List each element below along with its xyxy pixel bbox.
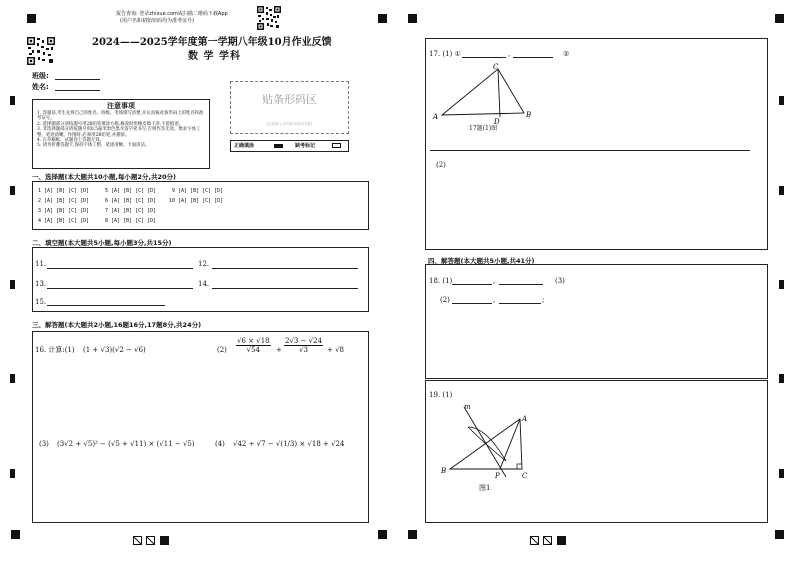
align-mark: [378, 530, 387, 539]
align-mark: [779, 96, 784, 105]
figure-17-caption: 17题(1)图: [469, 125, 498, 132]
point-b-label: B: [441, 467, 447, 475]
point-a-label: A: [433, 113, 439, 121]
page-code-left: [133, 531, 173, 550]
align-mark: [10, 96, 15, 105]
align-mark: [779, 280, 784, 289]
q16-2-plus: +: [276, 346, 282, 354]
q16-1-expression: (1 + √3)(√2 − √6): [83, 346, 146, 354]
point-b-label: B: [526, 111, 532, 119]
choice-q7[interactable]: 7 [A] [B] [C] [D]: [105, 208, 157, 214]
solution-box-17[interactable]: [425, 38, 768, 250]
choice-q2[interactable]: 2 [A] [B] [C] [D]: [38, 198, 90, 204]
q16-3-expression: (3√2 + √5)² − (√5 + √11) × (√11 − √5): [57, 440, 195, 448]
q11-answer[interactable]: [47, 268, 193, 269]
choice-box: [32, 181, 369, 230]
point-c-label: C: [493, 63, 499, 71]
choice-q3[interactable]: 3 [A] [B] [C] [D]: [38, 208, 90, 214]
choice-q10[interactable]: 10 [A] [B] [C] [D]: [169, 198, 224, 204]
q16-2-label: (2): [217, 346, 227, 354]
arc-lower: [468, 427, 506, 461]
notice-line-1: 报告查询: 登录zhixue.com或扫描二维码下载App: [116, 11, 228, 17]
fraction-numerator: √6 × √18: [237, 337, 270, 345]
q17-2-label: ②: [563, 50, 570, 58]
solution-box-18[interactable]: [425, 264, 768, 379]
q13-answer[interactable]: [47, 288, 193, 289]
q15-label: 15.: [35, 298, 47, 306]
fraction-numerator: 2√3 − √24: [285, 337, 323, 345]
notice-line-2: (用户名和初始密码均为准考证号): [120, 18, 194, 24]
barcode-area: [230, 81, 349, 134]
q16-3-label: (3): [39, 440, 49, 448]
barcode-area-label: 贴条形码区: [262, 93, 317, 106]
fraction-denominator: √54: [246, 346, 260, 354]
q14-answer[interactable]: [212, 288, 358, 289]
choice-q5[interactable]: 5 [A] [B] [C] [D]: [105, 188, 157, 194]
fill-blank-box: [32, 247, 369, 312]
q16-2-fraction-2: [284, 337, 323, 354]
q18-answer-3[interactable]: [452, 303, 492, 304]
align-mark: [779, 186, 784, 195]
q18-label: 18. (1): [429, 277, 453, 285]
q18-3-label: (3): [555, 277, 565, 285]
q18-2-label: (2): [440, 296, 450, 304]
segment-cd: [498, 69, 500, 117]
q16-4-label: (4): [215, 440, 225, 448]
choice-q9[interactable]: 9 [A] [B] [C] [D]: [172, 188, 224, 194]
choice-q4[interactable]: 4 [A] [B] [C] [D]: [38, 218, 90, 224]
q18-end: ;: [542, 296, 545, 304]
align-mark: [10, 186, 15, 195]
notice-item: 1. 答题前,考生先将自己的姓名、班级、考场填写清楚,并认真核对条形码上的姓名和准考证号。: [37, 111, 204, 122]
q11-label: 11.: [35, 260, 47, 268]
line-m-label: m: [464, 403, 471, 411]
align-mark: [408, 14, 417, 23]
q14-label: 14.: [198, 280, 210, 288]
point-a-label: A: [522, 415, 528, 423]
align-mark: [378, 14, 387, 23]
q17-answer-2[interactable]: [513, 57, 553, 58]
fraction-denominator: √3: [299, 346, 308, 354]
fill-sample-box: [230, 140, 349, 152]
barcode-area-hint: (正面朝上,切勿贴出虚线方框): [266, 122, 313, 126]
name-label: 姓名:: [32, 83, 49, 91]
q16-2-tail: + √8: [327, 346, 345, 354]
qr-code-icon: [257, 6, 281, 30]
point-c-label: C: [522, 472, 528, 480]
class-field[interactable]: [55, 79, 100, 80]
q17-part2-label: (2): [436, 161, 446, 169]
section3-title: 三、解答题(本大题共2小题,16题16分,17题8分,共24分): [32, 321, 202, 329]
notice-title: 注意事项: [107, 102, 135, 110]
align-mark: [10, 469, 15, 478]
page-title: 2024——2025学年度第一学期八年级10月作业反馈: [92, 37, 332, 48]
q18-answer-1[interactable]: [452, 284, 492, 285]
q18-answer-2[interactable]: [499, 284, 543, 285]
q16-4-expression: √42 ÷ √7 − √(1/3) × √18 + √24: [233, 440, 345, 448]
side-qr-code-icon: [27, 37, 55, 65]
q12-answer[interactable]: [212, 268, 358, 269]
align-mark: [779, 374, 784, 383]
q17-label: 17. (1) ①: [429, 50, 461, 58]
absent-mark-checkbox[interactable]: [332, 143, 341, 148]
right-angle-mark: [517, 464, 522, 469]
line-m: [464, 407, 506, 477]
align-mark: [775, 14, 784, 23]
notice-item: 4. 在草稿纸、试题卷上答题无效。: [37, 138, 105, 144]
absent-label: 缺考标记: [295, 143, 316, 149]
notice-item: 2. 选择题部分请按题号用2B铅笔填涂方框,修改时用橡皮擦干净,不留痕迹。: [37, 121, 184, 127]
solution-box-16[interactable]: [32, 331, 369, 523]
q12-label: 12.: [198, 260, 210, 268]
figure-19: [434, 401, 544, 483]
subject-title: 数 学 学科: [188, 51, 241, 62]
section4-title: 四、解答题(本大题共5小题,共41分): [428, 257, 535, 265]
section2-title: 二、填空题(本大题共5小题,每小题3分,共15分): [32, 239, 172, 247]
align-mark: [10, 280, 15, 289]
q16-2-fraction-1: [236, 337, 271, 354]
align-mark: [775, 530, 784, 539]
q18-sep1: ,: [493, 277, 496, 285]
figure-19-caption: 图1: [479, 484, 491, 492]
align-mark: [10, 374, 15, 383]
align-mark: [408, 530, 417, 539]
q17-answer-1[interactable]: [462, 57, 506, 58]
q17-divider: [430, 150, 750, 151]
choice-q8[interactable]: 8 [A] [B] [C] [D]: [105, 218, 157, 224]
point-p-label: P: [495, 472, 500, 480]
choice-q1[interactable]: 1 [A] [B] [C] [D]: [38, 188, 90, 194]
q15-answer[interactable]: [47, 305, 165, 306]
class-label: 班级:: [32, 72, 49, 80]
q16-label: 16. 计算:(1): [35, 346, 75, 354]
notice-item: 3. 非选择题部分请按题号用0.5毫米黑色墨水签字笔书写,否则作答无效。要求字体工整、笔迹清晰。作图时,必须用2B铅笔,并描浓。: [37, 127, 201, 138]
q18-answer-4[interactable]: [499, 303, 541, 304]
q19-label: 19. (1): [429, 391, 453, 399]
q17-sep: ,: [508, 50, 511, 58]
choice-q6[interactable]: 6 [A] [B] [C] [D]: [105, 198, 157, 204]
point-d-label: D: [494, 118, 500, 126]
triangle-abc: [442, 69, 524, 115]
notice-item: 5. 请勿折叠答题卡,保持字体工整、笔迹清晰、卡面清洁。: [37, 143, 150, 149]
notice-box: [32, 99, 210, 169]
align-mark: [11, 530, 20, 539]
fill-sample-label: 正确填涂: [234, 143, 255, 149]
q18-sep2: ,: [493, 296, 496, 304]
page-code-right: [530, 531, 570, 550]
section1-title: 一、选择题(本大题共10小题,每小题2分,共20分): [32, 173, 176, 181]
filled-sample-icon: [274, 144, 283, 148]
name-field[interactable]: [55, 90, 100, 91]
align-mark: [779, 469, 784, 478]
q13-label: 13.: [35, 280, 47, 288]
figure-17: [430, 61, 550, 133]
align-mark: [27, 14, 36, 23]
solution-box-19[interactable]: [425, 380, 768, 523]
